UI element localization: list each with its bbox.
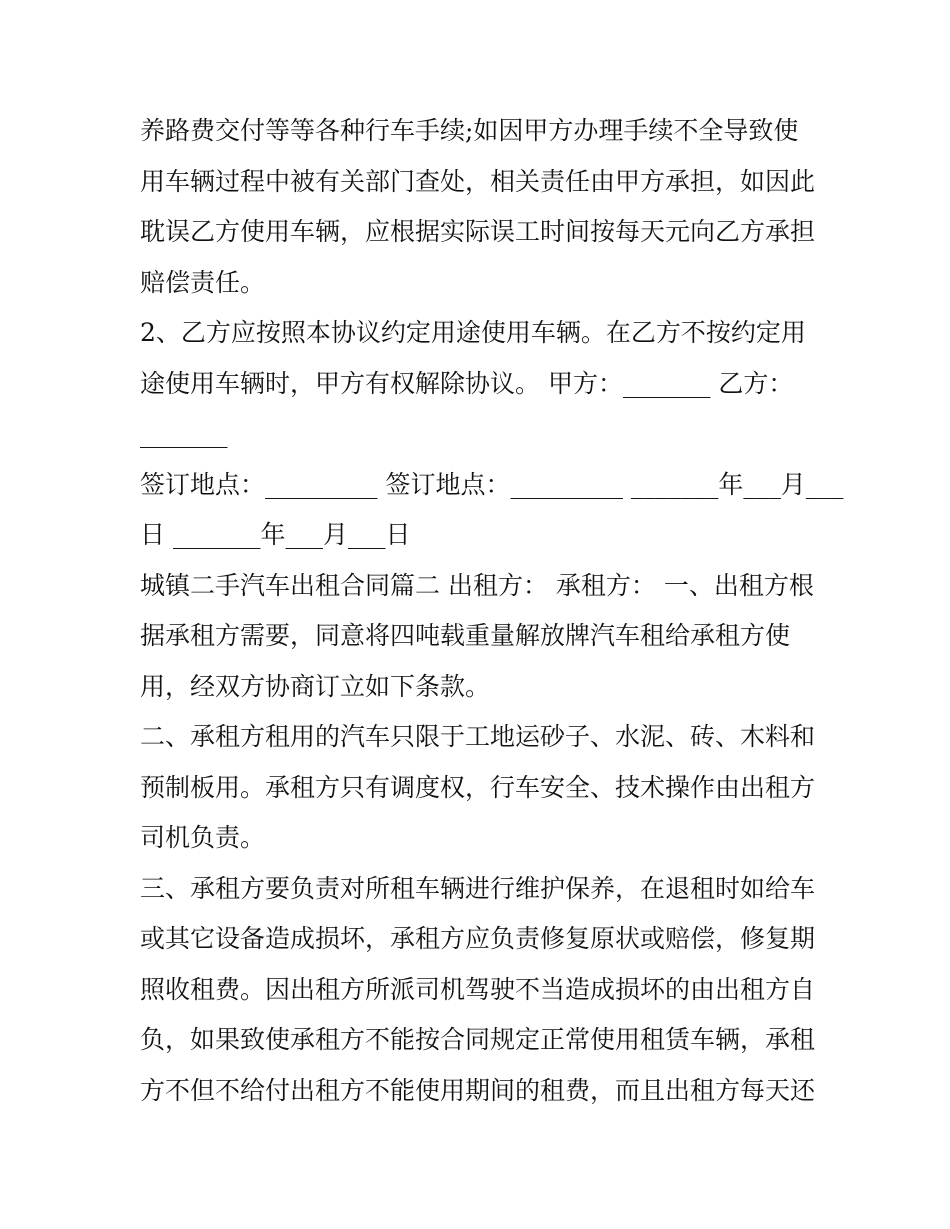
text-line: 赔偿责任。 xyxy=(140,267,266,297)
text-line: 日 _______年___月___日 xyxy=(140,520,411,549)
text-line: 方不但不给付出租方不能使用期间的租费，而且出租方每天还 xyxy=(140,1075,816,1105)
text-line: 用车辆过程中被有关部门查处，相关责任由甲方承担，如因此 xyxy=(140,166,816,196)
text-line: 2、乙方应按照本协议约定用途使用车辆。在乙方不按约定用 xyxy=(140,318,806,347)
text-line: 或其它设备造成损坏，承租方应负责修复原状或赔偿，修复期 xyxy=(140,924,816,953)
text-line: 途使用车辆时，甲方有权解除协议。 甲方：_______ 乙方： xyxy=(140,368,794,398)
text-line: 城镇二手汽车出租合同篇二 出租方： 承租方： 一、出租方根 xyxy=(140,570,814,600)
text-line: 耽误乙方使用车辆，应根据实际误工时间按每天元向乙方承担 xyxy=(140,217,816,246)
text-line: 养路费交付等等各种行车手续;如因甲方办理手续不全导致使 xyxy=(140,116,799,145)
text-line: 用，经双方协商订立如下条款。 xyxy=(140,671,491,701)
document-body xyxy=(140,106,844,1116)
text-line: 据承租方需要，同意将四吨载重量解放牌汽车租给承租方使 xyxy=(140,621,791,650)
text-line: 二、承租方租用的汽车只限于工地运砂子、水泥、砖、木料和 xyxy=(140,722,816,751)
text-line: 负，如果致使承租方不能按合同规定正常使用租赁车辆，承租 xyxy=(140,1025,816,1054)
text-line: 签订地点：_________ 签订地点：_________ _______年___月___ xyxy=(140,469,844,499)
text-line: 司机负责。 xyxy=(140,823,266,852)
text-line: 预制板用。承租方只有调度权，行车安全、技术操作由出租方 xyxy=(140,772,816,802)
text-line: 照收租费。因出租方所派司机驾驶不当造成损坏的由出租方自 xyxy=(140,974,816,1004)
text-line: 三、承租方要负责对所租车辆进行维护保养，在退租时如给车 xyxy=(140,873,816,903)
text-line: _______ xyxy=(140,419,228,448)
